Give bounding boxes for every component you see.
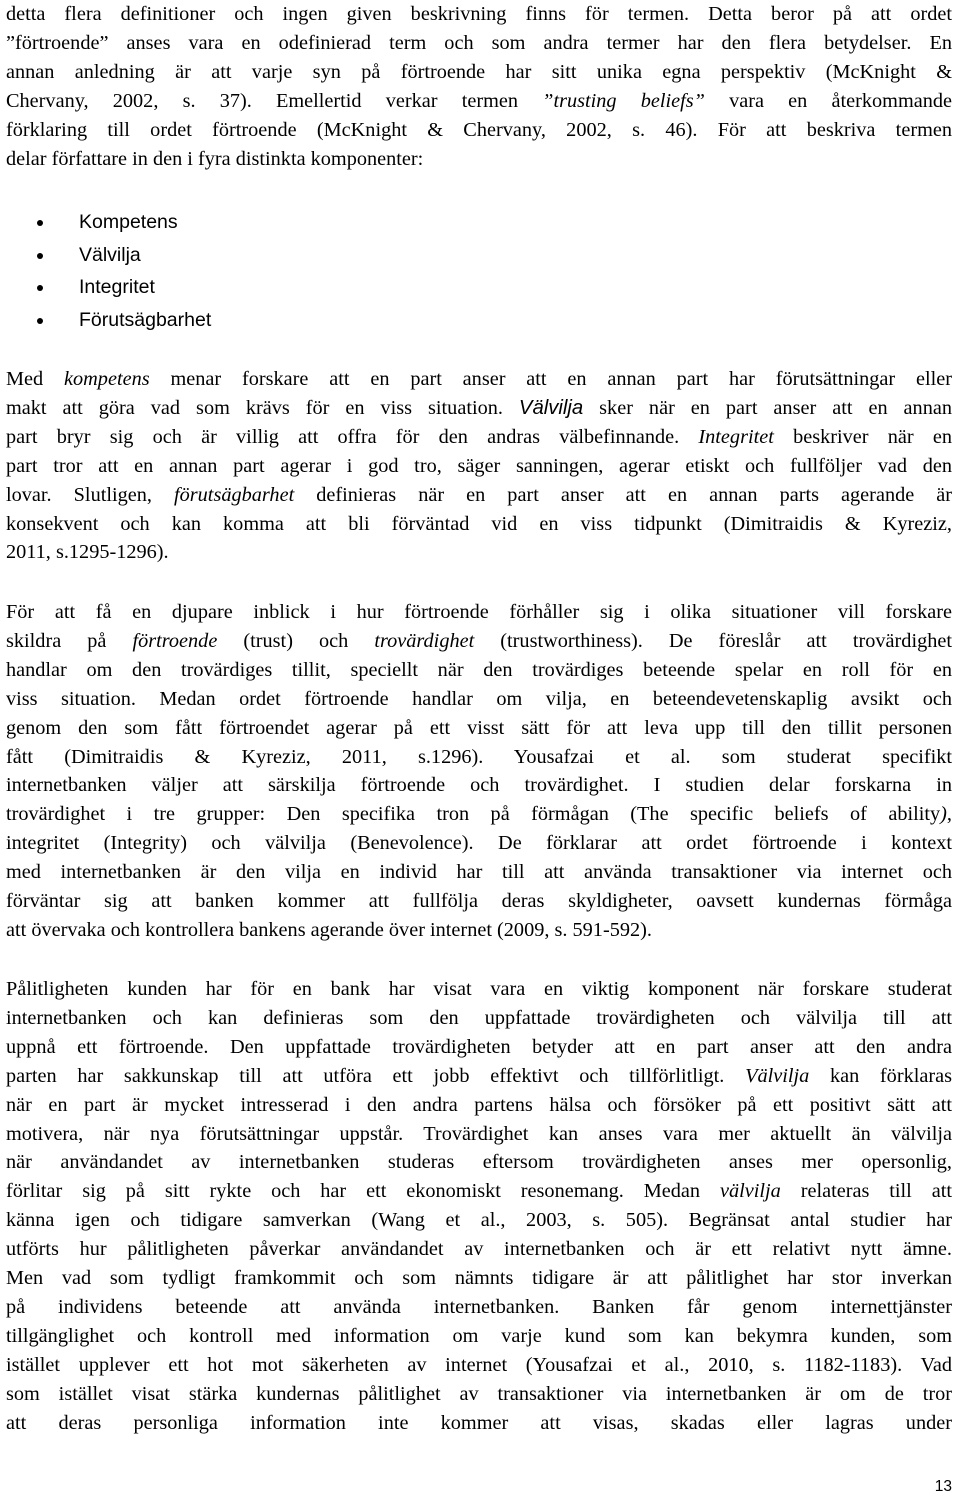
text-line: känna igen och tidigare samverkan (Wang et al., 2003, s. 505). Begränsat antal studier har (6, 1209, 952, 1232)
list-item: Välvilja (37, 239, 211, 272)
emphasis-term: Integritet (698, 425, 774, 448)
emphasis-term: ”trusting beliefs” (542, 89, 705, 112)
emphasis-term: trovärdighet (374, 629, 475, 652)
bullet-icon (37, 253, 43, 259)
bullet-icon (37, 318, 43, 324)
text-line: förväntar sig att banken kommer att fullfölja deras skyldigheter, oavsett kundernas förmåga (6, 890, 952, 913)
text-line: fått (Dimitraidis & Kyreziz, 2011, s.1296). Yousafzai et al. som studerat specifikt (6, 745, 952, 768)
text-line: 2011, s.1295-1296). (6, 541, 169, 564)
text-line: motivera, när nya förutsättningar uppstår. Trovärdighet kan anses vara mer aktuellt än välvilja (6, 1122, 952, 1145)
text-line: ”förtroende” anses vara en odefinierad term och som andra termer har den flera betydelser. En (6, 31, 952, 54)
text-line: skildra på förtroende (trust) och trovärdighet (trustworthiness). De föreslår att trovärdighet (6, 629, 952, 652)
text-line: som istället visat stärka kundernas pålitlighet av transaktioner via internetbanken är om de tror (6, 1382, 952, 1405)
emphasis-term: Välvilja (518, 396, 584, 419)
text-line: genom den som fått förtroendet agerar på ett visst sätt för att leva upp till den tillit personen (6, 716, 952, 739)
page-number: 13 (934, 1478, 952, 1495)
text-line: Med kompetens menar forskare att en part anser att en annan part har förutsättningar eller (6, 368, 952, 390)
text-line: utförts hur pålitligheten påverkar användandet av internetbanken och är ett relativt nytt ämne. (6, 1238, 952, 1261)
text-line: handlar om den trovärdiges tillit, speciellt när den trovärdiges beteende spelar en roll för en (6, 658, 952, 681)
text-line: part tror att en annan part agerar i god tro, säger sanningen, agerar etiskt och fullföljer vad den (6, 454, 952, 477)
text-line: när en part är mycket intresserad i den andra partens hälsa och försöker på ett positivt sätt att (6, 1093, 952, 1116)
text-line: integritet (Integrity) och välvilja (Benevolence). De förklarar att ordet förtroende i kontext (6, 832, 952, 855)
text-line: förklaring till ordet förtroende (McKnight & Chervany, 2002, s. 46). För att beskriva termen (6, 118, 952, 141)
list-item: Kompetens (37, 206, 211, 239)
text-line: internetbanken väljer att särskilja förtroende och trovärdighet. I studien delar forskarna in (6, 774, 952, 797)
emphasis-term: förutsägbarhet (174, 483, 295, 506)
text-line: makt att göra vad som krävs för en viss situation. Välvilja sker när en part anser att en annan (6, 396, 952, 419)
text-line: internetbanken och kan definieras som den uppfattade trovärdigheten och välvilja till att (6, 1006, 952, 1029)
text-line: part bryr sig och är villig att offra för den andras välbefinnande. Integritet beskriver när en (6, 425, 952, 448)
text-line: trovärdighet i tre grupper: Den specifika tron på förmågan (The specific beliefs of ability), (6, 803, 952, 826)
paragraph-trust-definitions (6, 0, 952, 173)
text-line: Chervany, 2002, s. 37). Emellertid verkar termen ”trusting beliefs” vara en återkommande (6, 89, 952, 112)
text-line: För att få en djupare inblick i hur förtroende förhåller sig i olika situationer vill forskare (6, 601, 952, 623)
text-line: konsekvent och kan komma att bli förväntad vid en viss tidpunkt (Dimitraidis & Kyreziz, (6, 512, 952, 535)
list-item: Förutsägbarhet (37, 304, 211, 337)
text-line: detta flera definitioner och ingen given beskrivning finns för termen. Detta beror på att ordet (6, 3, 952, 25)
text-line: uppnå ett förtroende. Den uppfattade trovärdigheten betyder att en part anser att den andra (6, 1035, 952, 1058)
component-bullet-list (37, 206, 211, 337)
text-line: förlitar sig på sitt rykte och har ett ekonomiskt resonemang. Medan välvilja relateras till att (6, 1180, 952, 1203)
text-line: Pålitligheten kunden har för en bank har visat vara en viktig komponent när forskare studerat (6, 978, 952, 1000)
text-line: annan anledning är att varje syn på förtroende har sitt unika egna perspektiv (McKnight & (6, 60, 952, 83)
text-line: med internetbanken är den vilja en individ har till att använda transaktioner via internet och (6, 861, 952, 884)
text-line: att övervaka och kontrollera bankens agerande över internet (2009, s. 591-592). (6, 918, 652, 941)
emphasis-term: kompetens (64, 368, 150, 390)
emphasis-term: förtroende (132, 629, 218, 652)
list-item: Integritet (37, 271, 211, 304)
text-line: viss situation. Medan ordet förtroende handlar om vilja, en beteendevetenskaplig avsikt och (6, 687, 952, 710)
bullet-icon (37, 285, 43, 291)
emphasis-term: välvilja (719, 1180, 781, 1203)
text-line: på individens beteende att använda internetbanken. Banken får genom internettjänster (6, 1295, 952, 1318)
text-line: tillgänglighet och kontroll med information om varje kund som kan bekymra kunden, som (6, 1324, 952, 1347)
text-line: lovar. Slutligen, förutsägbarhet definieras när en part anser att en annan parts agerande är (6, 483, 953, 506)
bullet-icon (37, 220, 43, 226)
paragraph-components (6, 365, 952, 567)
text-line: Men vad som tydligt framkommit och som nämnts tidigare är att pålitlighet har stor inverkan (6, 1267, 952, 1290)
paragraph-trust-trustworthiness (6, 598, 952, 945)
emphasis-term: ) (940, 803, 947, 826)
text-line: när användandet av internetbanken studeras eftersom trovärdigheten anses mer opersonlig, (6, 1151, 952, 1174)
text-line: delar författare in den i fyra distinkta komponenter: (6, 147, 424, 170)
text-line: att deras personliga information inte kommer att visas, skadas eller lagras under (6, 1411, 952, 1434)
emphasis-term: Välvilja (745, 1064, 810, 1087)
paragraph-reliability (6, 975, 952, 1438)
text-line: parten har sakkunskap till att utföra ett jobb effektivt och tillförlitligt. Välvilja kan förklaras (6, 1064, 952, 1087)
text-line: istället upplever ett hot mot säkerheten av internet (Yousafzai et al., 2010, s. 1182-1183). Vad (6, 1353, 952, 1376)
